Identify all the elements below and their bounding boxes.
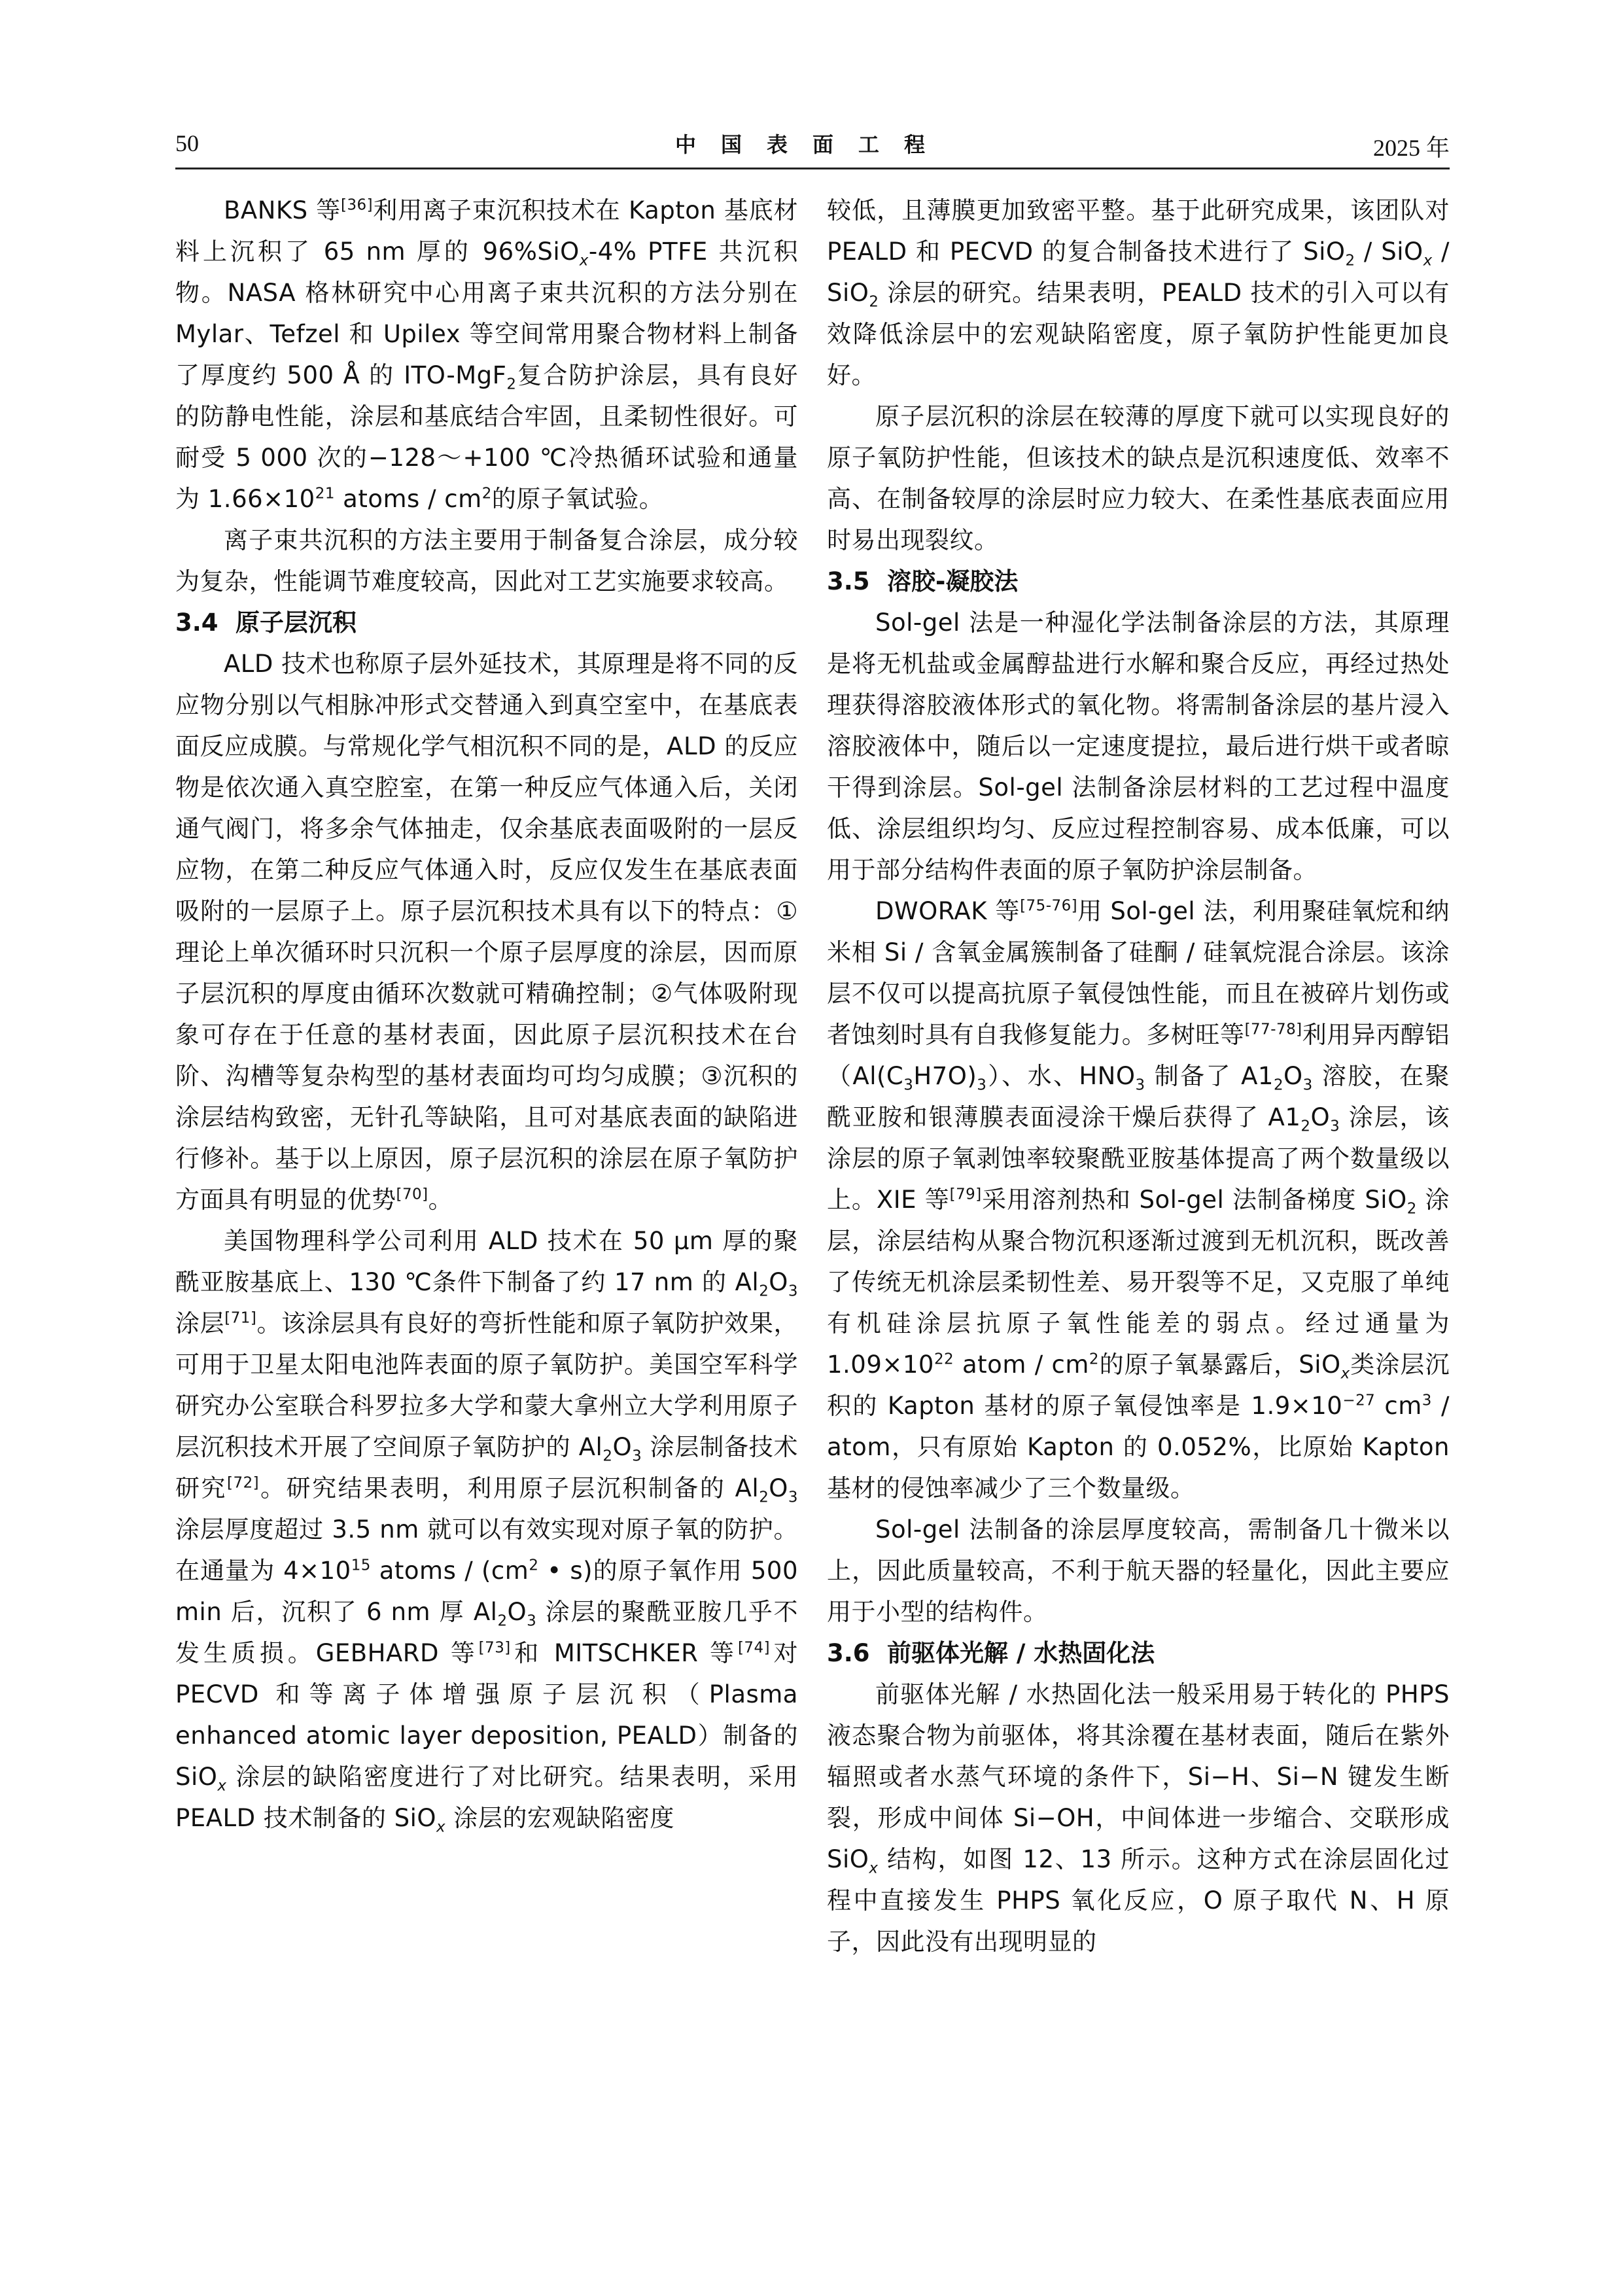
paragraph-peald-continuation: 较低，且薄膜更加致密平整。基于此研究成果，该团队对 PEALD 和 PECVD 的复合制备技术进行了 SiO$_2$ / SiO$_x$ / SiO$_2$ 涂层的研究。结果表明，PEALD 技术的引入可以有效降低涂层中的宏观缺陷密度，原子氧防护性能更加良好。 xyxy=(827,196,1450,389)
publication-year: 2025 年 xyxy=(1372,135,1450,161)
journal-title: 中国表面工程 xyxy=(674,132,950,157)
left-column xyxy=(175,190,798,2251)
paragraph-sol-gel-studies: DWORAK 等[75-76]用 Sol-gel 法，利用聚硅氧烷和纳米相 Si / 含氧金属簇制备了硅酮 / 硅氧烷混合涂层。该涂层不仅可以提高抗原子氧侵蚀性能，而且在被碎片划伤或者蚀刻时具有自我修复能力。多树旺等[77-78]利用异丙醇铝$(Al(C_3H7O)_3)$、水、$HNO_3$ 制备了 $A1_2O_3$ 溶胶，在聚酰亚胺和银薄膜表面浸涂干燥后获得了 $A1_2O_3$ 涂层，该涂层的原子氧剥蚀率较聚酰亚胺基体提高了两个数量级以上。XIE 等[79]采用溶剂热和 Sol-gel 法制备梯度 SiO$_2$ 涂层，涂层结构从聚合物沉积逐渐过渡到无机沉积，既改善了传统无机涂层柔韧性差、易开裂等不足，又克服了单纯有机硅涂层抗原子氧性能差的弱点。经过通量为 $1.09\times 10^{22}$ atom / $cm^2$的原子氧暴露后，SiO$_x$类涂层沉积的 Kapton 基材的原子氧侵蚀率是 $1.9\times 10^{-27}$ $cm^3$ / atom，只有原始 Kapton 的 0.052%，比原始 Kapton 基材的侵蚀率减少了三个数量级。 xyxy=(827,897,1450,1502)
citation-72: [72] xyxy=(227,1474,260,1492)
paragraph-banks: BANKS 等[36]利用离子束沉积技术在 Kapton 基底材料上沉积了 65 nm 厚的 96%SiO$_x$-4% PTFE 共沉积物。NASA 格林研究中心用离子束共沉积的方法分别在 Mylar、Tefzel 和 Upilex 等空间常用聚合物材料上制备了厚度约 500 Å 的 ITO-MgF$_2$复合防护涂层，具有良好的防静电性能，涂层和基底结合牢固，且柔韧性很好。可耐受 5 000 次的−128～+100 ℃冷热循环试验和通量为 $1.66\times 10^{21}$ atoms / $cm^2$的原子氧试验。 xyxy=(175,196,798,513)
right-column xyxy=(827,190,1450,2251)
paragraph-sol-gel-summary: Sol-gel 法制备的涂层厚度较高，需制备几十微米以上，因此质量较高，不利于航天器的轻量化，因此主要应用于小型的结构件。 xyxy=(827,1515,1450,1626)
paragraph-ald-applications: 美国物理科学公司利用 ALD 技术在 50 μm 厚的聚酰亚胺基底上、130 ℃条件下制备了约 17 nm 的 $Al_2O_3$ 涂层[71]。该涂层具有良好的弯折性能和原子氧防护效果，可用于卫星太阳电池阵表面的原子氧防护。美国空军科学研究办公室联合科罗拉多大学和蒙大拿州立大学利用原子层沉积技术开展了空间原子氧防护的 $Al_2O_3$ 涂层制备技术研究[72]。研究结果表明，利用原子层沉积制备的 $Al_2O_3$ 涂层厚度超过 3.5 nm 就可以有效实现对原子氧的防护。在通量为 $4\times 10^{15}$ atoms / ($cm^2$ • s)的原子氧作用 500 min 后，沉积了 6 nm 厚 $Al_2O_3$ 涂层的聚酰亚胺几乎不发生质损。GEBHARD 等[73]和 MITSCHKER 等[74]对 PECVD 和等离子体增强原子层沉积（Plasma enhanced atomic layer deposition, PEALD）制备的 SiO$_x$ 涂层的缺陷密度进行了对比研究。结果表明，采用 PEALD 技术制备的 SiO$_x$ 涂层的宏观缺陷密度 xyxy=(175,1227,798,1836)
section-heading-3-4: 3.4 原子层沉积 xyxy=(175,609,357,637)
paragraph-ald-principle: ALD 技术也称原子层外延技术，其原理是将不同的反应物分别以气相脉冲形式交替通入到真空室中，在基底表面反应成膜。与常规化学气相沉积不同的是，ALD 的反应物是依次通入真空腔室，在第一种反应气体通入后，关闭通气阀门，将多余气体抽走，仅余基底表面吸附的一层反应物，在第二种反应气体通入时，反应仅发生在基底表面吸附的一层原子上。原子层沉积技术具有以下的特点：①理论上单次循环时只沉积一个原子层厚度的涂层，因而原子层沉积的厚度由循环次数就可精确控制；②气体吸附现象可存在于任意的基材表面，因此原子层沉积技术在台阶、沟槽等复杂构型的基材表面均可均匀成膜；③沉积的涂层结构致密，无针孔等缺陷，且可对基底表面的缺陷进行修补。基于以上原因，原子层沉积的涂层在原子氧防护方面具有明显的优势[70]。 xyxy=(175,650,798,1214)
header-rule xyxy=(175,168,1450,169)
citation-75-76: [75-76] xyxy=(1020,897,1078,915)
paragraph-ion-beam-summary: 离子束共沉积的方法主要用于制备复合涂层，成分较为复杂，性能调节难度较高，因此对工艺实施要求较高。 xyxy=(175,526,798,595)
citation-74: [74] xyxy=(737,1639,771,1657)
citation-73: [73] xyxy=(478,1639,511,1657)
section-heading-3-5: 3.5 溶胶-凝胶法 xyxy=(827,567,1019,595)
running-header xyxy=(175,126,1450,165)
citation-36: [36] xyxy=(341,196,374,214)
paragraph-phps-precursor: 前驱体光解 / 水热固化法一般采用易于转化的 PHPS 液态聚合物为前驱体，将其涂覆在基材表面，随后在紫外辐照或者水蒸气环境的条件下，Si−H、Si−N 键发生断裂，形成中间体 Si−OH，中间体进一步缩合、交联形成 SiO$_x$ 结构，如图 12、13 所示。这种方式在涂层固化过程中直接发生 PHPS 氧化反应，O 原子取代 N、H 原子，因此没有出现明显的 xyxy=(827,1680,1450,1956)
citation-79: [79] xyxy=(949,1186,982,1203)
citation-70: [70] xyxy=(396,1186,428,1203)
paragraph-ald-drawbacks: 原子层沉积的涂层在较薄的厚度下就可以实现良好的原子氧防护性能，但该技术的缺点是沉积速度低、效率不高、在制备较厚的涂层时应力较大、在柔性基底表面应用时易出现裂纹。 xyxy=(827,402,1450,554)
section-heading-3-6: 3.6 前驱体光解 / 水热固化法 xyxy=(827,1639,1155,1667)
citation-77-78: [77-78] xyxy=(1244,1021,1302,1038)
page-number: 50 xyxy=(175,130,199,156)
citation-71: [71] xyxy=(224,1309,257,1327)
paragraph-sol-gel-principle: Sol-gel 法是一种湿化学法制备涂层的方法，其原理是将无机盐或金属醇盐进行水解和聚合反应，再经过热处理获得溶胶液体形式的氧化物。将需制备涂层的基片浸入溶胶液体中，随后以一定速度提拉，最后进行烘干或者晾干得到涂层。Sol-gel 法制备涂层材料的工艺过程中温度低、涂层组织均匀、反应过程控制容易、成本低廉，可以用于部分结构件表面的原子氧防护涂层制备。 xyxy=(827,609,1450,884)
